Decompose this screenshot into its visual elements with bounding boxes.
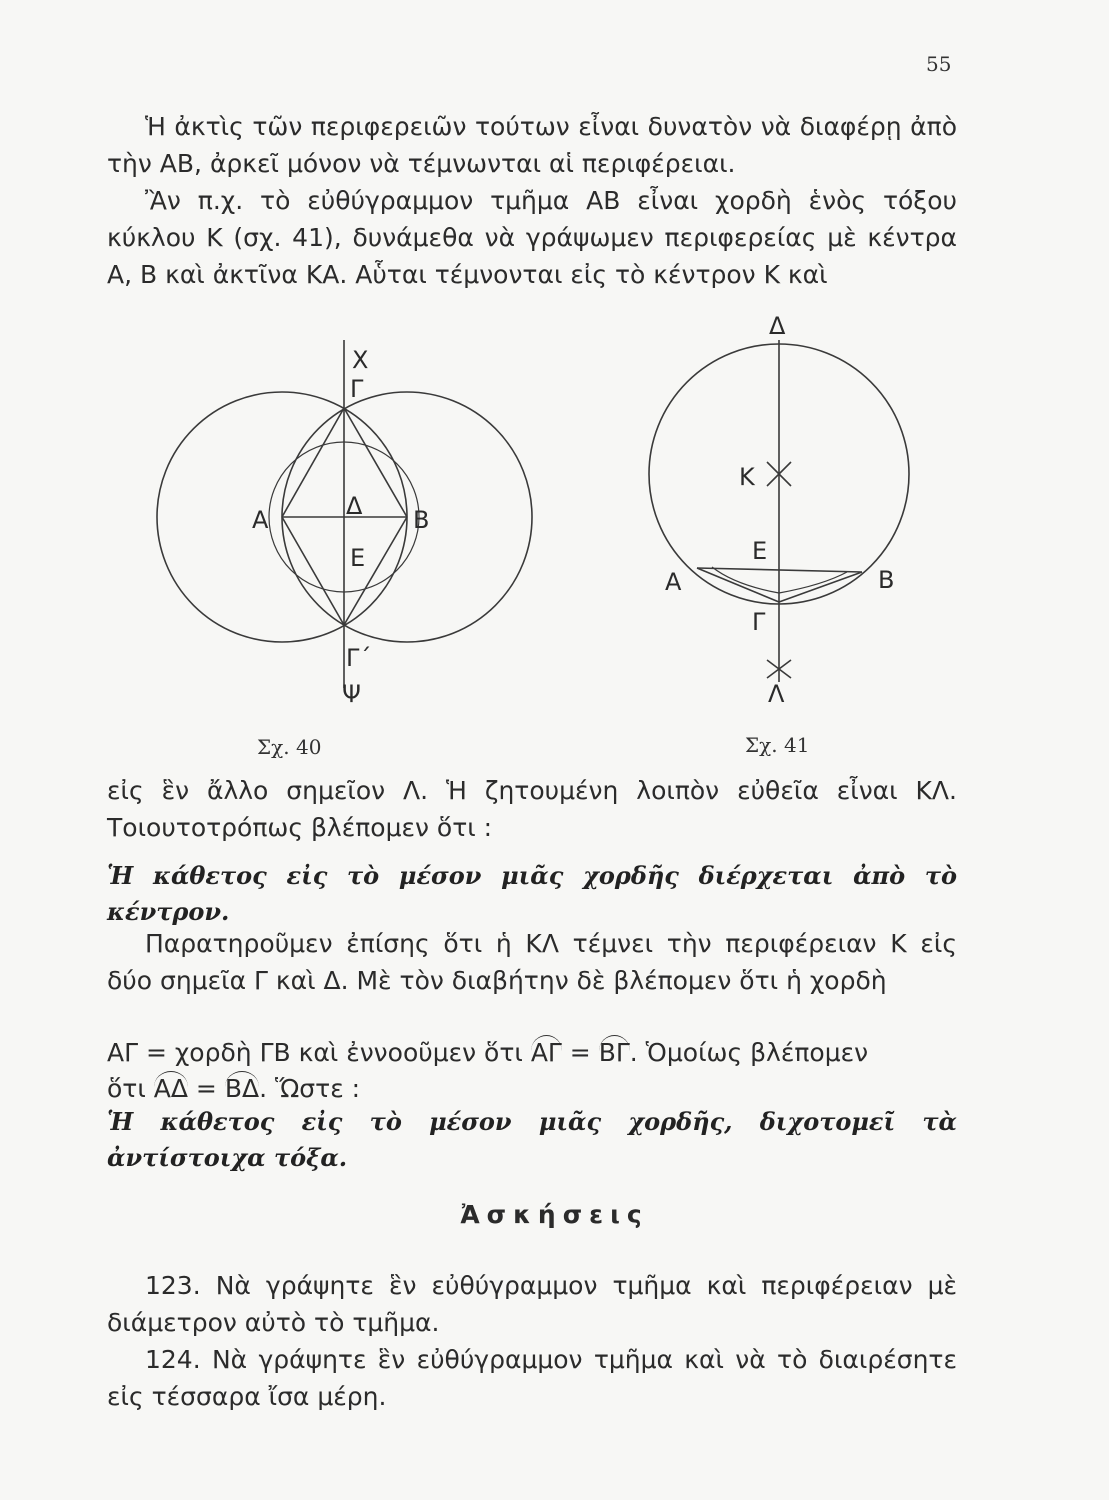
fig40-label-a: Α — [252, 506, 269, 534]
fig41-label-l: Λ — [768, 680, 785, 708]
fig40-label-g: Γ — [350, 375, 364, 403]
fig41-label-b: Β — [878, 566, 895, 594]
p6-end: . Ὥστε : — [259, 1074, 361, 1103]
fig40-label-g2: Γ΄ — [346, 644, 372, 672]
theorem-2: Ἡ κάθετος εἰς τὸ μέσον μιᾶς χορδῆς, διχοτομεῖ τὰ ἀντίστοιχα τόξα. — [107, 1107, 957, 1172]
paragraph-3: εἰς ἓν ἄλλο σημεῖον Λ. Ἡ ζητουμένη λοιπὸν εὐθεῖα εἶναι ΚΛ. Τοιουτοτρόπως βλέπομεν ὅτι : — [107, 776, 957, 842]
paragraph-5 — [107, 1034, 957, 1071]
section-heading: Ἀσκήσεις — [460, 1200, 649, 1229]
exercise-123: 123. Νὰ γράψητε ἓν εὐθύγραμμον τμῆμα καὶ περιφέρειαν μὲ διάμετρον αὐτὸ τὸ τμῆμα. — [107, 1271, 957, 1337]
fig41-label-a: Α — [665, 568, 682, 596]
p5-end: . Ὁμοίως βλέπομεν — [629, 1038, 869, 1067]
fig41-label-g: Γ — [752, 608, 766, 636]
fig40-label-e: Ε — [350, 544, 366, 572]
fig41-label-d: Δ — [769, 312, 786, 340]
paragraph-6 — [107, 1070, 957, 1107]
paragraph-2: Ἂν π.χ. τὸ εὐθύγραμμον τμῆμα ΑΒ εἶναι χορδὴ ἑνὸς τόξου κύκλου Κ (σχ. 41), δυνάμεθα νὰ γράψωμεν περιφερείας μὲ κέντρα Α, Β καὶ ἀκτῖνα ΚΑ. Αὗται τέμνονται εἰς τὸ κέντρον Κ καὶ — [107, 186, 957, 289]
arc-ag: ΑΓ — [531, 1035, 562, 1067]
arc-bg: ΒΓ — [599, 1035, 630, 1067]
paragraph-4: Παρατηροῦμεν ἐπίσης ὅτι ἡ ΚΛ τέμνει τὴν περιφέρειαν Κ εἰς δύο σημεῖα Γ καὶ Δ. Μὲ τὸν διαβήτην δὲ βλέπομεν ὅτι ἡ χορδὴ — [107, 929, 957, 995]
figure-40-caption: Σχ. 40 — [257, 735, 322, 759]
fig41-label-e: Ε — [752, 537, 768, 565]
fig40-label-d: Δ — [346, 492, 363, 520]
figure-41-caption: Σχ. 41 — [745, 733, 810, 757]
p5-equals: = — [561, 1038, 599, 1067]
fig41-label-k: Κ — [739, 463, 755, 491]
arc-ad: ΑΔ — [154, 1071, 188, 1103]
theorem-1: Ἡ κάθετος εἰς τὸ μέσον μιᾶς χορδῆς διέρχεται ἀπὸ τὸ κέντρον. — [107, 861, 957, 926]
arc-bd: ΒΔ — [225, 1071, 259, 1103]
p6-equals: = — [187, 1074, 225, 1103]
fig40-label-x: Χ — [352, 346, 369, 374]
page-number: 55 — [926, 52, 952, 76]
fig40-label-psi: Ψ — [342, 680, 361, 708]
p5-start: ΑΓ = χορδὴ ΓΒ καὶ ἐννοοῦμεν ὅτι — [107, 1038, 523, 1067]
paragraph-1: Ἡ ἀκτὶς τῶν περιφερειῶν τούτων εἶναι δυνατὸν νὰ διαφέρῃ ἀπὸ τὴν ΑΒ, ἀρκεῖ μόνον νὰ τέμνωνται αἱ περιφέρειαι. — [107, 112, 957, 178]
p6-start: ὅτι — [107, 1074, 154, 1103]
exercise-124: 124. Νὰ γράψητε ἓν εὐθύγραμμον τμῆμα καὶ νὰ τὸ διαιρέσητε εἰς τέσσαρα ἴσα μέρη. — [107, 1345, 957, 1411]
fig40-label-b: Β — [413, 506, 430, 534]
